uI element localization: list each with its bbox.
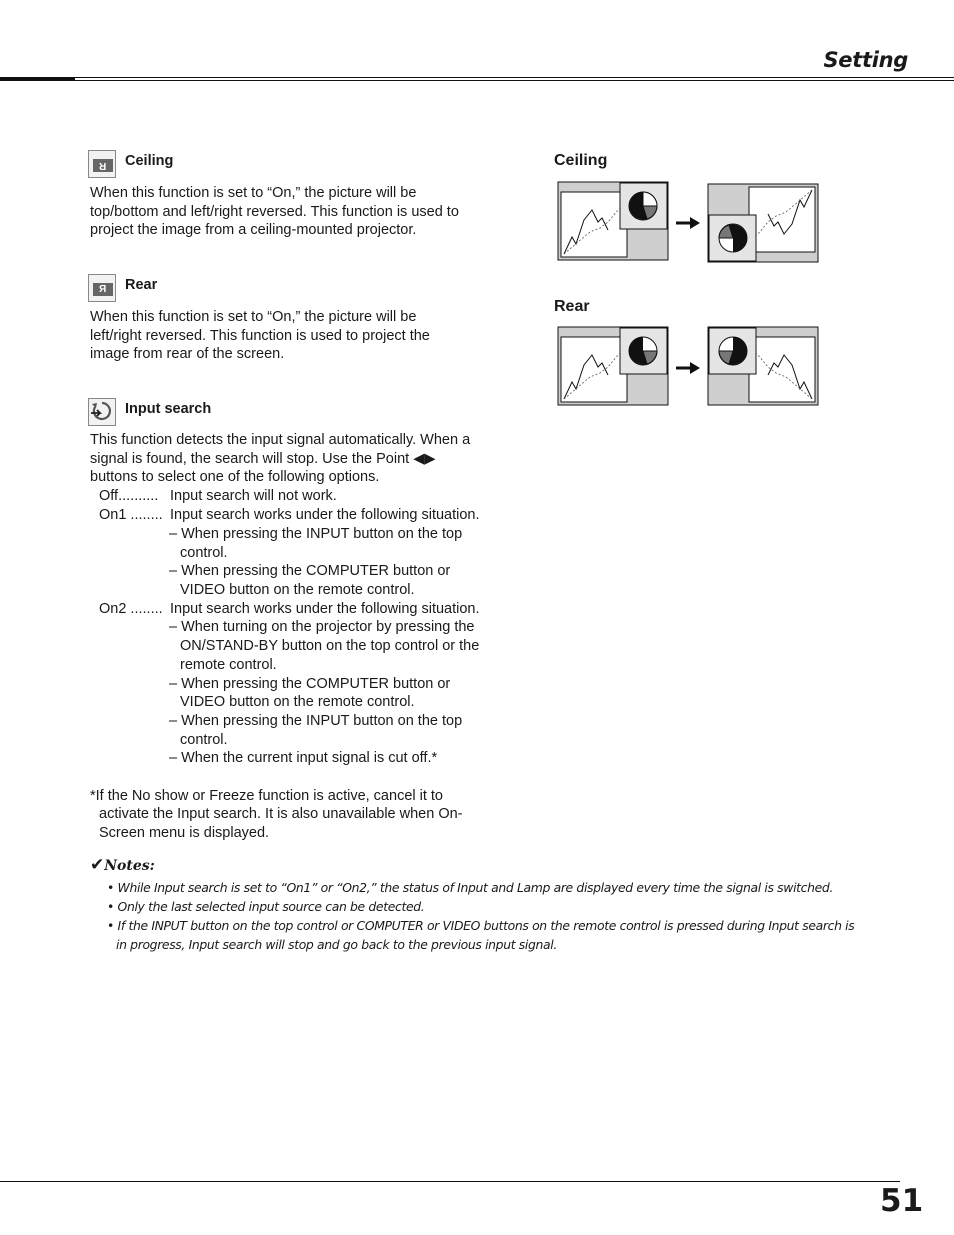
footnote-line: *If the No show or Freeze function is active, cancel it to [90, 788, 443, 804]
note-item: • While Input search is set to “On1” or “On2,” the status of Input and Lamp are displayed every time the signal is switched. [107, 880, 834, 895]
footnote-line: Screen menu is displayed. [99, 825, 270, 841]
on1-condition: – When pressing the INPUT button on the top [169, 526, 463, 542]
normal-image [558, 182, 668, 260]
on1-condition-cont: VIDEO button on the remote control. [180, 582, 415, 598]
notes-header: ✔Notes: [90, 855, 155, 874]
on2-condition-cont: remote control. [180, 657, 277, 673]
option-key-off: Off.......... [99, 488, 159, 504]
on2-condition: – When pressing the INPUT button on the top [169, 713, 463, 729]
ceiling-reversed-image [708, 184, 818, 262]
on2-condition: – When turning on the projector by pressing the [169, 619, 475, 635]
note-item: • If the INPUT button on the top control or COMPUTER or VIDEO buttons on the remote control is pressed during Input search is [107, 918, 855, 933]
ceiling-diagram [556, 180, 820, 264]
option-key-on2: On2 ........ [99, 601, 163, 617]
option-desc-on2: Input search works under the following situation. [170, 601, 480, 617]
note-item-cont: in progress, Input search will stop and go back to the previous input signal. [116, 937, 557, 952]
header-rule [75, 77, 954, 78]
footnote-line: activate the Input search. It is also unavailable when On- [99, 806, 463, 822]
rear-description: When this function is set to “On,” the picture will be left/right reversed. This function is used to project the image from rear of the screen. [90, 309, 430, 363]
rear-icon: R [88, 274, 116, 302]
input-search-intro: This function detects the input signal automatically. When a signal is found, the search will stop. Use the Point ◀▶ buttons to select one of the following options. [90, 432, 471, 486]
header-rule-thick [0, 77, 75, 81]
on1-condition-cont: control. [180, 545, 228, 561]
option-desc-off: Input search will not work. [170, 488, 337, 504]
option-key-on1: On1 ........ [99, 507, 163, 523]
input-search-icon [88, 398, 116, 426]
rear-reversed-image [708, 327, 818, 405]
note-item: • Only the last selected input source can be detected. [107, 899, 425, 914]
arrow-icon [676, 217, 700, 229]
check-icon: ✔ [90, 855, 105, 874]
on2-condition-cont: control. [180, 732, 228, 748]
rear-diagram-label: Rear [554, 298, 590, 315]
rear-diagram [556, 325, 820, 409]
footer-rule [0, 1181, 900, 1182]
section-title: Setting [823, 48, 908, 72]
on2-condition-cont: VIDEO button on the remote control. [180, 694, 415, 710]
ceiling-icon: R [88, 150, 116, 178]
on2-condition: – When the current input signal is cut off.* [169, 750, 438, 766]
input-search-heading: Input search [125, 401, 212, 417]
on1-condition: – When pressing the COMPUTER button or [169, 563, 451, 579]
rear-heading: Rear [125, 277, 158, 293]
arrow-icon [676, 362, 700, 374]
ceiling-heading: Ceiling [125, 153, 174, 169]
normal-image [558, 327, 668, 405]
ceiling-description: When this function is set to “On,” the picture will be top/bottom and left/right reversed. This function is used to project the image from a ceiling-mounted projector. [90, 185, 459, 239]
option-desc-on1: Input search works under the following situation. [170, 507, 480, 523]
on2-condition-cont: ON/STAND-BY button on the top control or the [180, 638, 480, 654]
ceiling-diagram-label: Ceiling [554, 152, 608, 169]
page-number: 51 [880, 1183, 924, 1219]
on2-condition: – When pressing the COMPUTER button or [169, 676, 451, 692]
header-rule [75, 80, 954, 81]
